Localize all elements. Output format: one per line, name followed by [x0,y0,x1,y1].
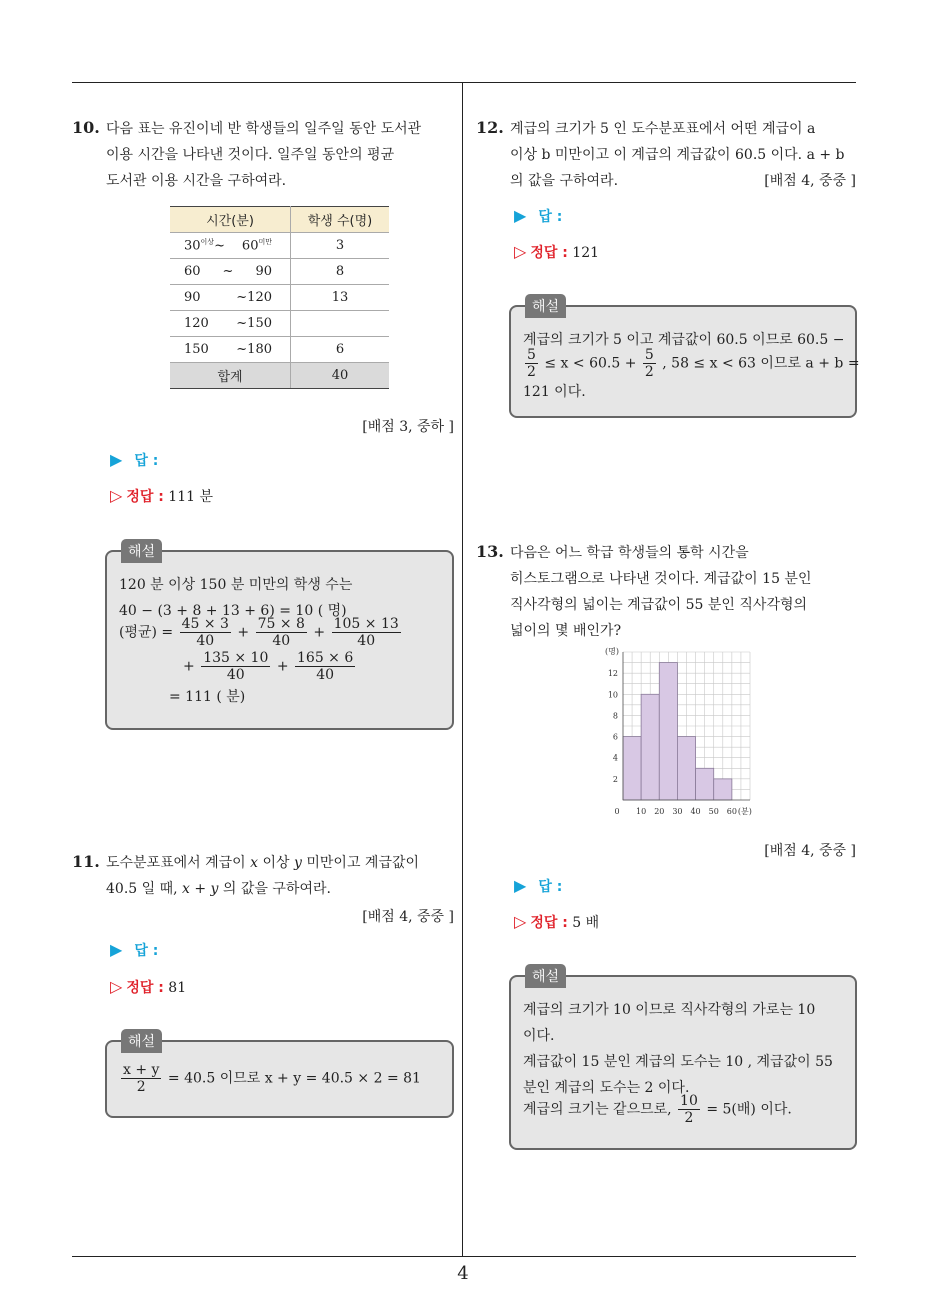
top-rule [72,82,856,83]
frequency-table [170,206,389,389]
y-tick-label: 6 [612,732,618,742]
page-number: 4 [457,1263,469,1284]
y-tick-label: 8 [612,711,618,721]
triangle-outline-icon: ▷ [110,977,123,996]
table-row: $30^{이상}\sim$ $60^{미만}$ 3 [170,233,389,259]
q11-correct-answer: ▷ 정답 : 81 [110,977,187,996]
solution-line: 120 분 이상 150 분 미만의 학생 수는 [119,577,353,593]
table-header-time: 시간(분) [170,207,291,233]
histogram-chart [590,644,790,824]
q10-score: [배점 3, 중하 ] [362,419,454,435]
bottom-rule [72,1256,856,1257]
q13-line-4: 넓이의 몇 배인가? [510,623,622,639]
histogram-bar [714,779,732,800]
q13-line-1: 다음은 어느 학급 학생들의 통학 시간을 [510,545,749,561]
solution-tag: 해설 [525,964,566,988]
histogram-bar [623,737,641,800]
triangle-outline-icon: ▷ [110,486,123,505]
solution-line: $\frac{x + y}{2}$ = 40.5 이므로 x + y = 40.5 × 2 = 81 [123,1062,421,1095]
y-tick-label: 4 [612,753,618,763]
solution-line: 40 − (3 + 8 + 13 + 6) = 10 ( 명) [119,603,347,619]
x-tick-label: 60 [726,807,737,816]
q12-answer-field[interactable]: ▶ 답 : [514,206,563,225]
q13-text [510,540,811,644]
solution-line: 계급의 크기는 같으므로, $\frac{10}{2}$ = 5(배) 이다. [523,1093,792,1126]
solution-line: 분인 계급의 도수는 2 이다. [523,1080,690,1096]
y-axis-label: (명) [605,647,619,656]
solution-line: 계급값이 15 분인 계급의 도수는 10 , 계급값이 55 [523,1054,833,1070]
solution-line: 계급의 크기가 5 이고 계급값이 60.5 이므로 60.5 − [523,332,845,348]
table-total-row: 합계 40 [170,363,389,389]
q10-line-3: 도서관 이용 시간을 구하여라. [106,173,287,189]
q11-answer-field[interactable]: ▶ 답 : [110,940,159,959]
q10-solution-box [105,544,454,730]
y-tick-label: 2 [612,774,618,784]
q10-correct-answer: ▷ 정답 : 111 분 [110,486,213,505]
q13-line-2: 히스토그램으로 나타낸 것이다. 계급값이 15 분인 [510,571,812,587]
solution-line: + $\frac{135 \times 10}{40}$ + $\frac{165 \times 6}{40}$ [183,650,354,683]
solution-line: $\frac{5}{2}$ ≤ x < 60.5 + $\frac{5}{2}$ , 58 ≤ x < 63 이므로 a + b = [527,347,860,380]
q12-number: 12. [476,118,504,137]
q11-number: 11. [72,852,100,871]
table-header-count: 학생 수(명) [291,207,390,233]
q10-line-1: 다음 표는 유진이네 반 학생들의 일주일 동안 도서관 [106,121,422,137]
q13-score: [배점 4, 중중 ] [764,843,856,859]
histogram-bar [696,768,714,800]
solution-line: 121 이다. [523,384,586,400]
q12-score: [배점 4, 중중 ] [764,173,856,189]
q13-number: 13. [476,542,504,561]
column-divider [462,82,463,1256]
q12-solution-box [509,299,860,418]
histogram-bar [659,663,677,800]
y-tick-label: 10 [607,690,618,700]
play-icon: ▶ [514,876,527,895]
x-tick-label: 50 [708,807,719,816]
solution-tag: 해설 [525,294,566,318]
histogram-bar [677,737,695,800]
q10-line-2: 이용 시간을 나타낸 것이다. 일주일 동안의 평균 [106,147,395,163]
histogram-bar [641,694,659,800]
q12-correct-answer: ▷ 정답 : 121 [514,242,600,261]
x-tick-label: 40 [690,807,701,816]
solution-line: 계급의 크기가 10 이므로 직사각형의 가로는 10 [523,1002,816,1018]
play-icon: ▶ [514,206,527,225]
q12-line-1: 계급의 크기가 5 인 도수분포표에서 어떤 계급이 a [510,121,816,137]
q10-number: 10. [72,118,100,137]
solution-line: = 111 ( 분) [169,689,246,705]
q13-line-3: 직사각형의 넓이는 계급값이 55 분인 직사각형의 [510,597,808,613]
x-tick-label: 0 [614,807,620,816]
y-tick-label: 12 [607,669,618,679]
q10-text [106,116,421,194]
q11-solution-box [105,1034,454,1118]
table-row: 120 ~150 [170,311,389,337]
table-row: 150 ~180 6 [170,337,389,363]
q13-solution-box [509,969,857,1150]
play-icon: ▶ [110,940,123,959]
triangle-outline-icon: ▷ [514,242,527,261]
table-row: 60 ~ 90 8 [170,259,389,285]
solution-tag: 해설 [121,539,162,563]
q13-correct-answer: ▷ 정답 : 5 배 [514,912,600,931]
q11-score: [배점 4, 중중 ] [362,909,454,925]
x-tick-label: 20 [654,807,665,816]
table-row: 90 ~120 13 [170,285,389,311]
x-tick-label: 30 [672,807,683,816]
triangle-outline-icon: ▷ [514,912,527,931]
q11-text: 도수분포표에서 계급이 x 이상 y 미만이고 계급값이 40.5 일 때, x + y 의 값을 구하여라. [106,855,420,897]
solution-line: 이다. [523,1028,555,1044]
solution-line: (평균) = $\frac{45 \times 3}{40}$ + $\frac{75 \times 8}{40}$ + $\frac{105 \times 13}{40}$ [119,616,399,649]
q12-line-3: 의 값을 구하여라. [510,173,619,189]
solution-tag: 해설 [121,1029,162,1053]
q10-answer-field[interactable]: ▶ 답 : [110,450,159,469]
x-axis-label: (분) [737,807,752,816]
q13-answer-field[interactable]: ▶ 답 : [514,876,563,895]
x-tick-label: 10 [636,807,647,816]
q12-line-2: 이상 b 미만이고 이 계급의 계급값이 60.5 이다. a + b [510,147,845,163]
play-icon: ▶ [110,450,123,469]
